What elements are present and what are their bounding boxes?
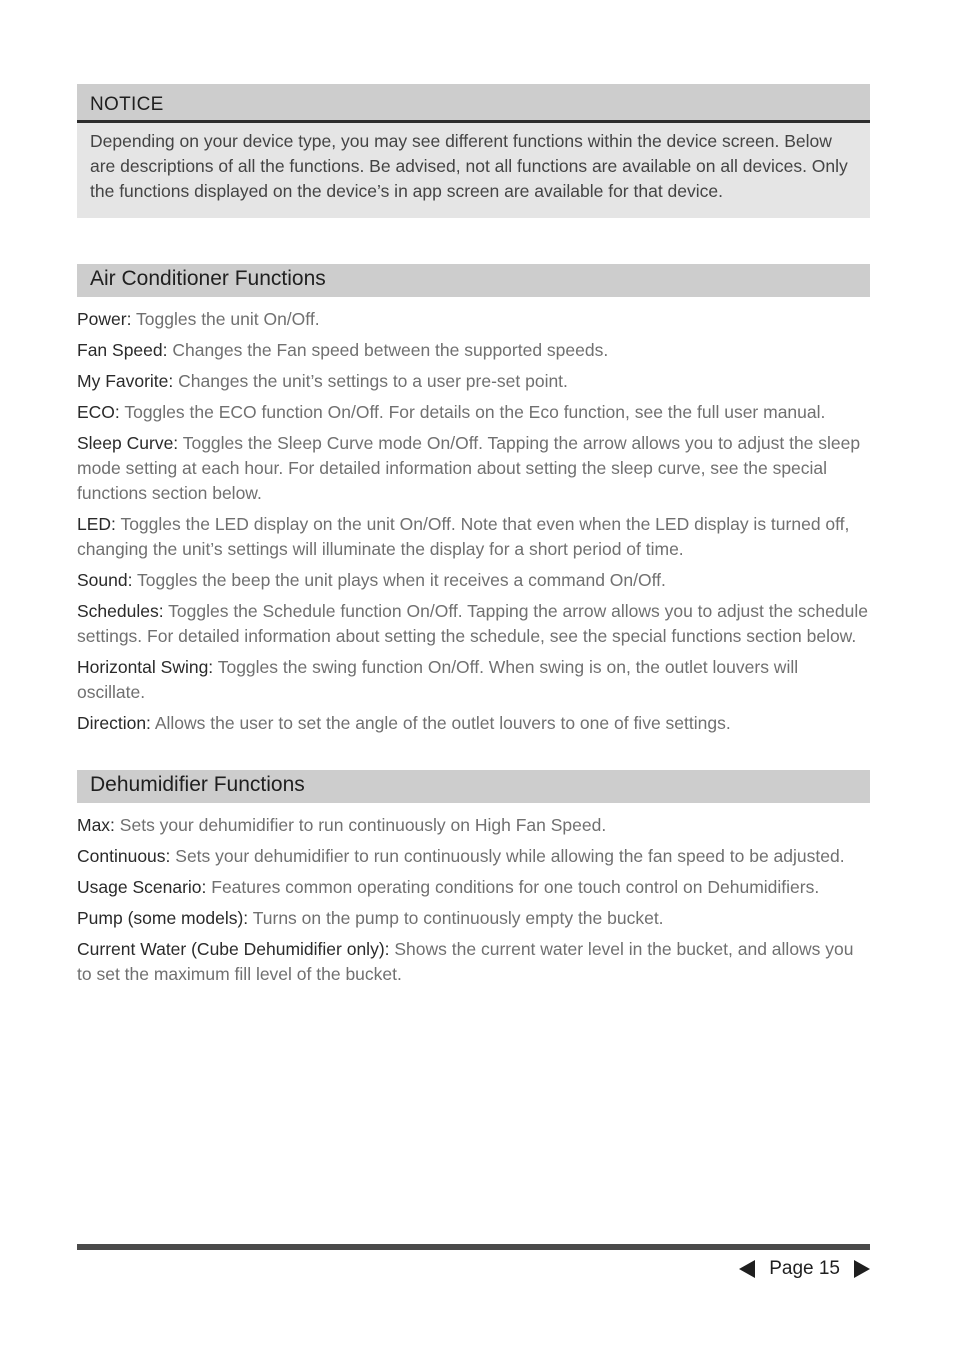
- function-item: [77, 599, 870, 649]
- notice-title: NOTICE: [77, 84, 870, 123]
- function-term: Sleep Curve:: [77, 433, 179, 453]
- function-description: Changes the Fan speed between the supported speeds.: [167, 340, 609, 360]
- function-term: My Favorite:: [77, 371, 174, 391]
- function-term: Horizontal Swing:: [77, 657, 214, 677]
- function-term: Pump (some models):: [77, 908, 249, 928]
- function-term: Max:: [77, 815, 115, 835]
- function-item: [77, 431, 870, 506]
- function-description: Toggles the Schedule function On/Off. Tapping the arrow allows you to adjust the schedule settings. For detailed information about setting the schedule, see the special functions section below.: [77, 601, 868, 646]
- function-item: [77, 400, 870, 425]
- notice-body: Depending on your device type, you may see different functions within the device screen. Below are descriptions of all the functions. Be advised, not all functions are available on all devices. Only the functions displayed on the device’s in app screen are available for that device.: [77, 123, 870, 218]
- function-term: Current Water (Cube Dehumidifier only):: [77, 939, 390, 959]
- function-item: [77, 813, 870, 838]
- function-description: Shows the current water level in the bucket, and allows you to set the maximum fill level of the bucket.: [77, 939, 854, 984]
- function-description: Toggles the swing function On/Off. When swing is on, the outlet louvers will oscillate.: [77, 657, 799, 702]
- function-item: [77, 875, 870, 900]
- function-term: Continuous:: [77, 846, 171, 866]
- function-item: [77, 307, 870, 332]
- function-item: [77, 906, 870, 931]
- function-term: Fan Speed:: [77, 340, 168, 360]
- notice-box: [77, 84, 870, 218]
- footer-divider: [77, 1244, 870, 1250]
- function-description: Toggles the unit On/Off.: [131, 309, 320, 329]
- function-description: Toggles the ECO function On/Off. For details on the Eco function, see the full user manual.: [119, 402, 826, 422]
- function-item: [77, 338, 870, 363]
- function-description: Toggles the beep the unit plays when it receives a command On/Off.: [132, 570, 666, 590]
- function-term: ECO:: [77, 402, 120, 422]
- page-navigation: [739, 1258, 870, 1280]
- ac-section-title: Air Conditioner Functions: [77, 264, 870, 297]
- function-item: [77, 711, 870, 736]
- function-description: Toggles the LED display on the unit On/Off. Note that even when the LED display is turned off, changing the unit’s settings will illuminate the display for a short period of time.: [77, 514, 850, 559]
- function-description: Toggles the Sleep Curve mode On/Off. Tapping the arrow allows you to adjust the sleep mode setting at each hour. For detailed information about setting the sleep curve, see the special functions section below.: [77, 433, 861, 503]
- function-description: Features common operating conditions for one touch control on Dehumidifiers.: [206, 877, 820, 897]
- dehumidifier-function-list: [77, 813, 870, 987]
- previous-page-icon[interactable]: [739, 1260, 755, 1278]
- function-description: Allows the user to set the angle of the outlet louvers to one of five settings.: [150, 713, 731, 733]
- document-page: [77, 84, 870, 993]
- page-number: Page 15: [769, 1258, 840, 1279]
- function-item: [77, 512, 870, 562]
- function-term: Usage Scenario:: [77, 877, 207, 897]
- next-page-icon[interactable]: [854, 1260, 870, 1278]
- function-term: Schedules:: [77, 601, 164, 621]
- function-item: [77, 937, 870, 987]
- function-term: Direction:: [77, 713, 151, 733]
- function-item: [77, 655, 870, 705]
- ac-function-list: [77, 307, 870, 736]
- function-term: Power:: [77, 309, 132, 329]
- function-item: [77, 844, 870, 869]
- dehumidifier-section-title: Dehumidifier Functions: [77, 770, 870, 803]
- function-term: LED:: [77, 514, 116, 534]
- function-description: Turns on the pump to continuously empty the bucket.: [248, 908, 664, 928]
- function-description: Changes the unit’s settings to a user pre-set point.: [173, 371, 568, 391]
- function-item: [77, 568, 870, 593]
- function-description: Sets your dehumidifier to run continuously on High Fan Speed.: [114, 815, 607, 835]
- function-item: [77, 369, 870, 394]
- function-term: Sound:: [77, 570, 133, 590]
- function-description: Sets your dehumidifier to run continuously while allowing the fan speed to be adjusted.: [170, 846, 845, 866]
